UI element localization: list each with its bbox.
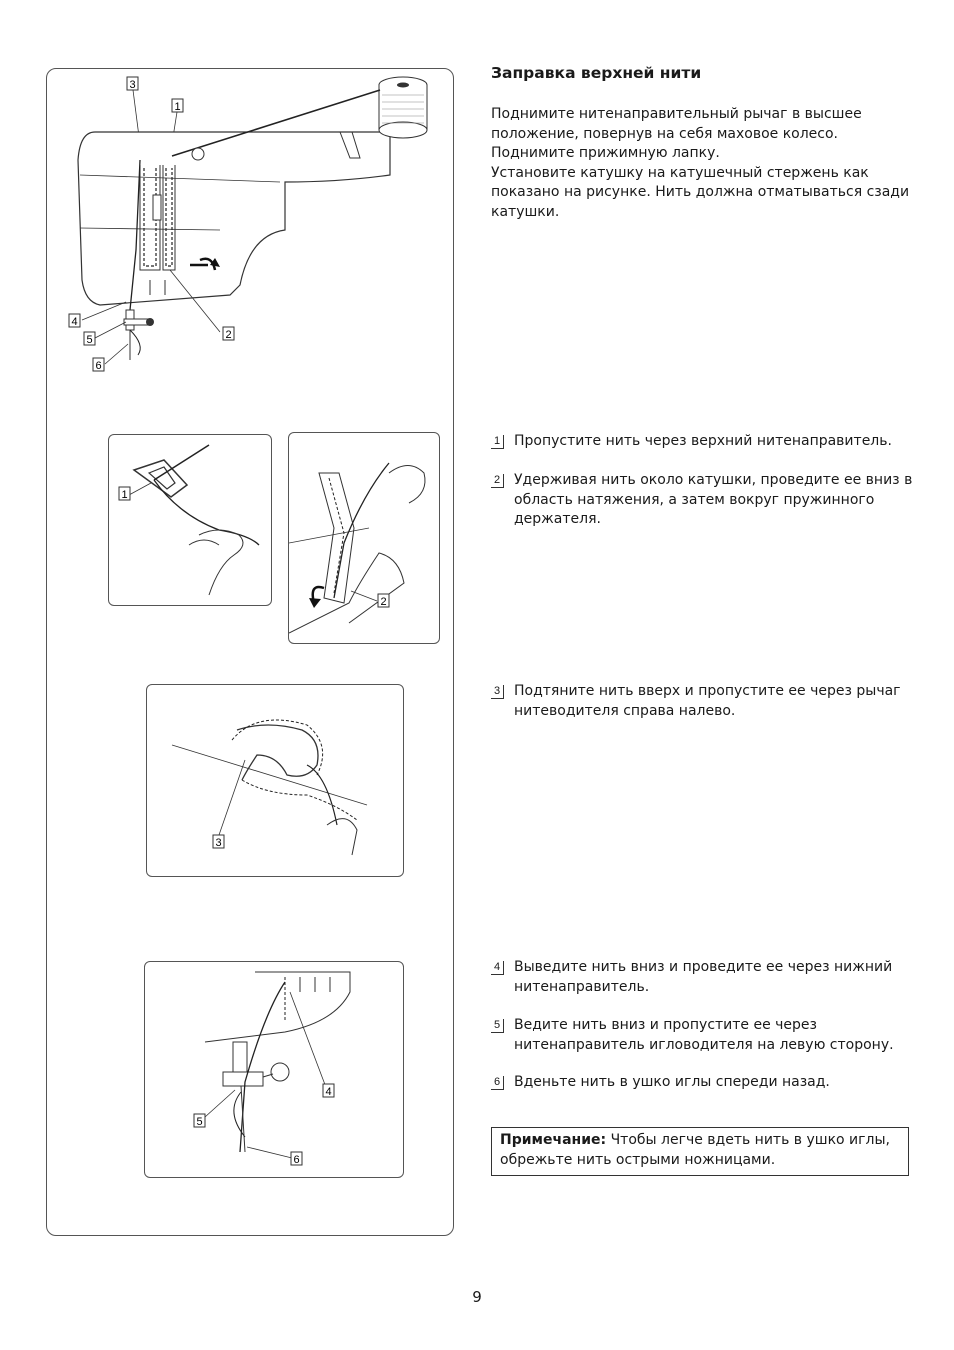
step-text: область натяжения, а затем вокруг пружинного <box>514 491 875 508</box>
intro-line: Установите катушку на катушечный стержень как <box>491 164 869 181</box>
label-2-box <box>223 327 234 341</box>
subfig-label-3: 3 <box>215 837 222 849</box>
step-text: Подтяните нить вверх и пропустите ее через рычаг <box>514 683 901 699</box>
step-number: 5 <box>491 1019 504 1033</box>
step-text: Выведите нить вниз и проведите ее через нижний <box>514 959 893 975</box>
intro-paragraph <box>491 105 910 222</box>
subfig-label-2: 2 <box>380 596 387 608</box>
step-text: держателя. <box>514 511 601 527</box>
intro-line: катушки. <box>491 203 560 220</box>
label-5-box <box>84 332 95 346</box>
subfig-label-1: 1 <box>121 489 128 501</box>
step-text: нитенаправитель. <box>514 978 650 995</box>
step-text: Ведите нить вниз и пропустите ее через <box>514 1017 817 1033</box>
step-number: 3 <box>491 685 504 699</box>
step-number: 2 <box>491 474 504 488</box>
note-text-line-2: обрежьте нить острыми ножницами. <box>500 1151 776 1168</box>
step-2 <box>491 471 911 530</box>
note-label: Примечание: <box>500 1132 607 1148</box>
section-title: Заправка верхней нити <box>491 64 702 82</box>
take-up-lever-figure <box>146 684 404 877</box>
step-number: 6 <box>491 1076 504 1090</box>
step-number: 1 <box>491 435 504 449</box>
step-1 <box>491 432 911 452</box>
subfig-label-6: 6 <box>293 1154 300 1166</box>
label-6-box <box>93 358 104 372</box>
label-1-box <box>172 99 183 113</box>
subfig-label-5: 5 <box>196 1116 203 1128</box>
intro-line: показано на рисунке. Нить должна отматываться сзади <box>491 184 910 200</box>
step-text: Вденьте нить в ушко иглы спереди назад. <box>514 1074 830 1090</box>
machine-overview-figure <box>60 70 440 380</box>
needle-area-figure <box>144 961 404 1178</box>
step-text: нитенаправитель игловодителя на левую сторону. <box>514 1036 894 1053</box>
note-text-line-1: Чтобы легче вдеть нить в ушко иглы, <box>606 1132 890 1148</box>
step-text: нитеводителя справа налево. <box>514 702 736 719</box>
step-text: Удерживая нить около катушки, проведите ее вниз в <box>514 472 913 488</box>
step-number: 4 <box>491 961 504 975</box>
intro-line: Поднимите прижимную лапку. <box>491 145 720 161</box>
step-6 <box>491 1073 911 1093</box>
step-5 <box>491 1016 911 1055</box>
label-4-box <box>69 314 80 328</box>
label-3-text: 3 <box>129 79 136 91</box>
step-3 <box>491 682 911 721</box>
intro-line: Поднимите нитенаправительный рычаг в высшее <box>491 106 862 122</box>
intro-line: положение, повернув на себя маховое колесо. <box>491 125 838 142</box>
subfig-label-4: 4 <box>325 1086 332 1098</box>
thread-guide-figure <box>108 434 272 606</box>
step-text: Пропустите нить через верхний нитенаправитель. <box>514 433 892 449</box>
label-2-text: 2 <box>225 329 232 341</box>
page-number: 9 <box>472 1288 482 1306</box>
note-box <box>491 1127 909 1176</box>
label-6-text: 6 <box>95 360 102 372</box>
label-5-text: 5 <box>86 334 93 346</box>
label-3-box <box>127 77 138 91</box>
label-1-text: 1 <box>174 101 181 113</box>
label-4-text: 4 <box>71 316 78 328</box>
step-4 <box>491 958 911 997</box>
tension-area-figure <box>288 432 440 644</box>
